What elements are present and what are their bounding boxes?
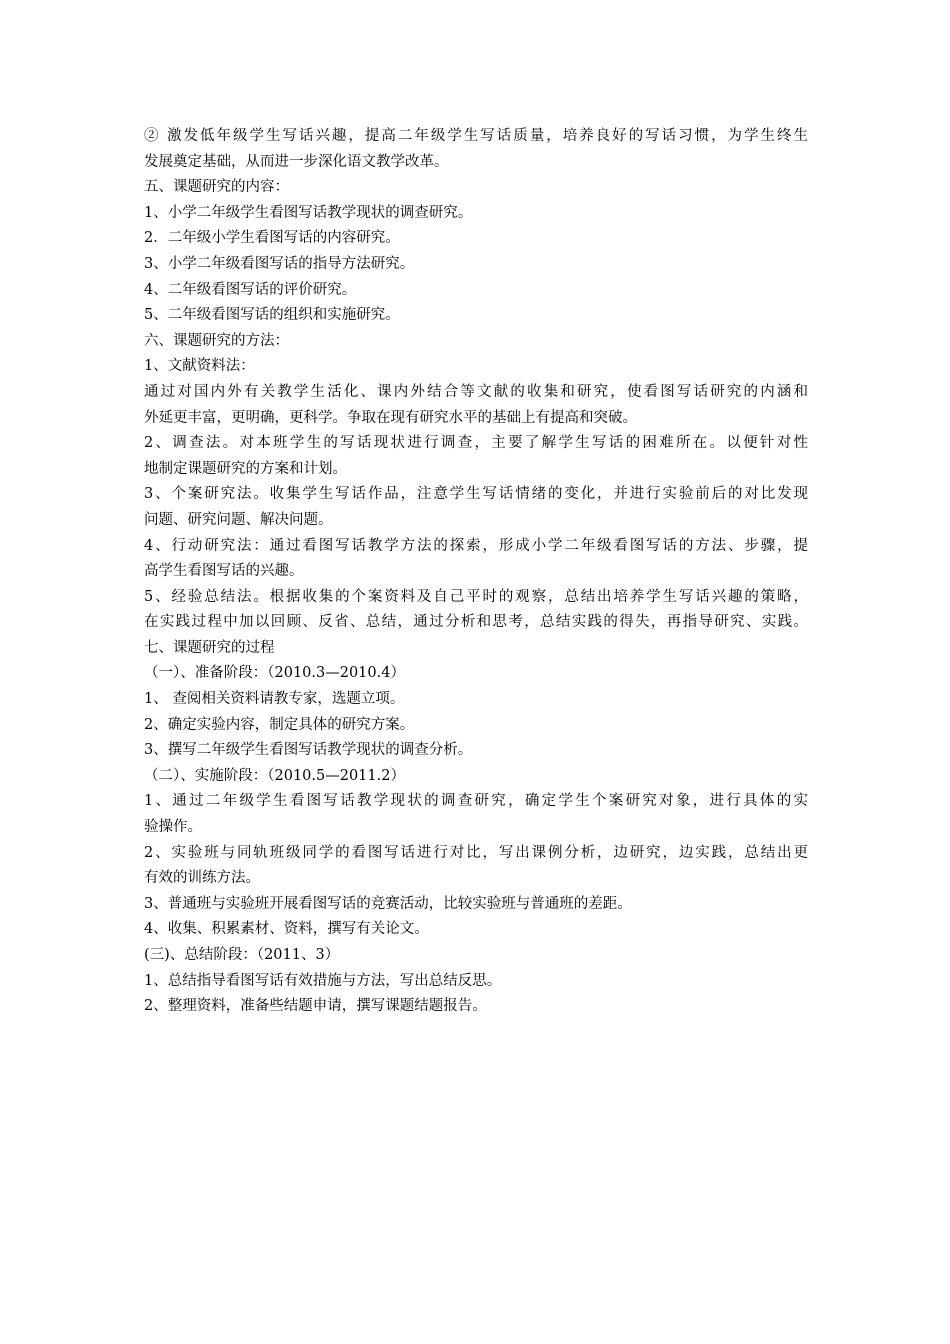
list-item: 3、小学二年级看图写话的指导方法研究。 — [144, 255, 415, 272]
list-item: 4、二年级看图写话的评价研究。 — [144, 281, 357, 298]
list-item: 3、个案研究法。收集学生写话作品，注意学生写话情绪的变化，并进行实验前后的对比发现 — [144, 486, 808, 503]
list-item: 1、通过二年级学生看图写话教学现状的调查研究，确定学生个案研究对象，进行具体的实 — [144, 793, 808, 810]
section-heading: 五、课题研究的内容： — [144, 179, 289, 196]
text-line: 外延更丰富，更明确，更科学。争取在现有研究水平的基础上有提高和突破。 — [144, 409, 637, 426]
text-line: 有效的训练方法。 — [144, 870, 260, 887]
list-item: 2．二年级小学生看图写话的内容研究。 — [144, 230, 400, 247]
text-line: 问题、研究问题、解决问题。 — [144, 511, 333, 528]
list-item: 2、整理资料，准备些结题申请，撰写课题结题报告。 — [144, 998, 487, 1015]
section-heading: 七、课题研究的过程 — [144, 639, 275, 656]
text-line: 在实践过程中加以回顾、反省、总结，通过分析和思考，总结实践的得失，再指导研究、实践。 — [144, 614, 808, 631]
text-line: 地制定课题研究的方案和计划。 — [144, 460, 347, 477]
text-line: 验操作。 — [144, 819, 202, 836]
subsection-heading: (三)、总结阶段：（2011、3） — [144, 947, 340, 963]
text-line: 高学生看图写话的兴趣。 — [144, 563, 304, 580]
list-item: 5、经验总结法。根据收集的个案资料及自己平时的观察，总结出培养学生写话兴趣的策略， — [144, 588, 808, 605]
list-item: 4、行动研究法：通过看图写话教学方法的探索，形成小学二年级看图写话的方法、步骤，提 — [144, 537, 808, 554]
subsection-heading: （一）、准备阶段：（2010.3—2010.4） — [144, 665, 405, 682]
text-line: 通过对国内外有关教学生活化、课内外结合等文献的收集和研究，使看图写话研究的内涵和 — [144, 383, 808, 400]
list-item: 5、二年级看图写话的组织和实施研究。 — [144, 307, 400, 324]
list-item: 2、实验班与同轨班级同学的看图写话进行对比，写出课例分析，边研究，边实践，总结出更 — [144, 844, 808, 861]
list-item: 2、确定实验内容，制定具体的研究方案。 — [144, 716, 415, 733]
list-item: 1、文献资料法： — [144, 358, 255, 375]
list-item: 4、收集、积累素材、资料，撰写有关论文。 — [144, 921, 429, 938]
list-item: 3、普通班与实验班开展看图写话的竞赛活动，比较实验班与普通班的差距。 — [144, 895, 632, 912]
list-item: 1、总结指导看图写话有效措施与方法，写出总结反思。 — [144, 972, 502, 989]
list-item: 3、撰写二年级学生看图写话教学现状的调查分析。 — [144, 742, 473, 759]
list-item: 2、调查法。对本班学生的写话现状进行调查，主要了解学生写话的困难所在。以便针对性 — [144, 435, 808, 452]
section-heading: 六、课题研究的方法： — [144, 332, 289, 349]
text-line: ② 激发低年级学生写话兴趣，提高二年级学生写话质量，培养良好的写话习惯，为学生终生 — [144, 128, 808, 144]
text-line: 发展奠定基础，从而进一步深化语文教学改革。 — [144, 153, 449, 170]
list-item: 1、 查阅相关资料请教专家，选题立项。 — [144, 691, 405, 708]
list-item: 1、小学二年级学生看图写话教学现状的调查研究。 — [144, 204, 473, 221]
subsection-heading: （二）、实施阶段：（2010.5—2011.2） — [144, 767, 405, 784]
document-page — [144, 124, 808, 1020]
